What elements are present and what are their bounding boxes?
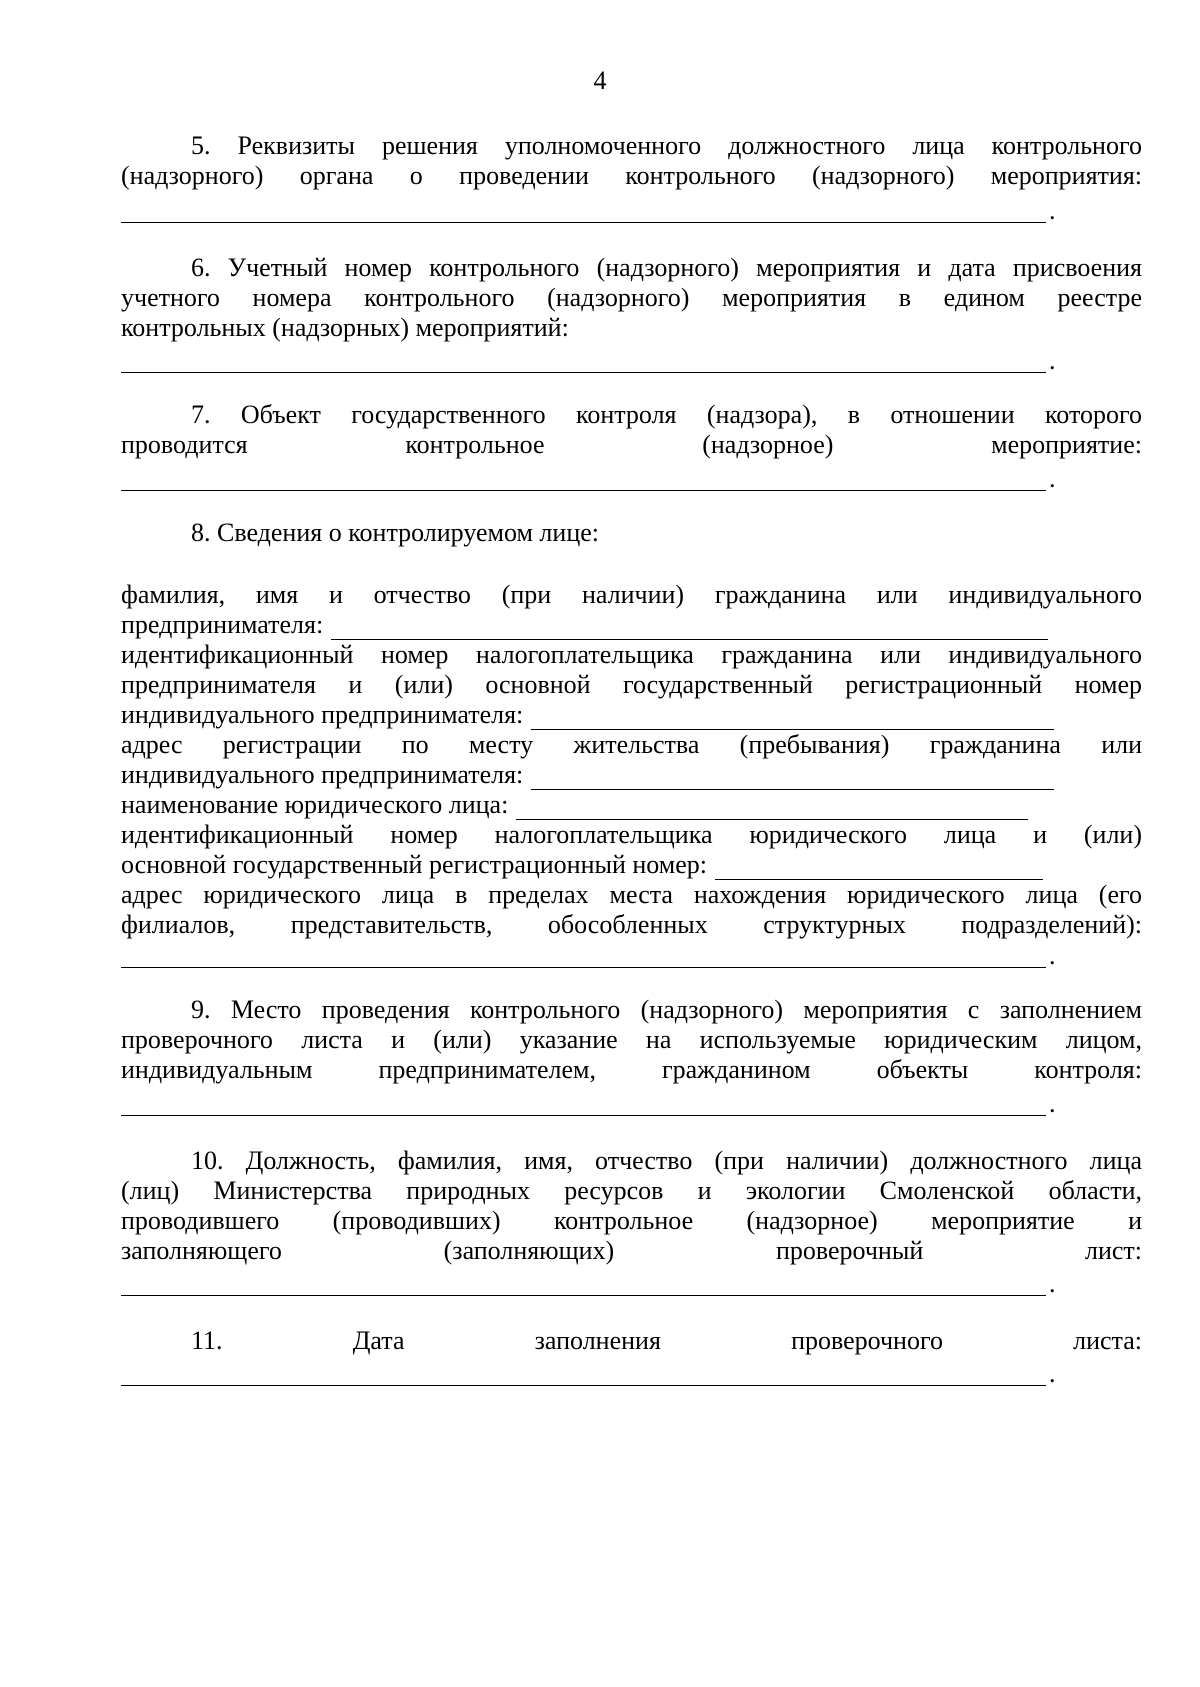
section-10-line-4 <box>121 1236 1142 1266</box>
section-7-word-3: (надзорное) <box>702 430 834 459</box>
field-fio-line-1: фамилия, имя и отчество (при наличии) гражданина или индивидуального <box>121 580 1142 609</box>
section-11-fill-line[interactable] <box>121 1356 1056 1386</box>
section-9-line-3: индивидуальным предпринимателем, гражданином объекты контроля: <box>121 1055 1142 1084</box>
field-inn-input[interactable] <box>531 707 1054 730</box>
section-6-line-3: контрольных (надзорных) мероприятий: <box>121 313 569 342</box>
field-address-line-1: адрес регистрации по месту жительства (пребывания) гражданина или <box>121 730 1142 759</box>
section-8-title: 8. Сведения о контролируемом лице: <box>191 518 600 547</box>
field-legal-name-label: наименование юридического лица: <box>121 790 509 819</box>
section-9-fill-line[interactable] <box>121 1086 1056 1116</box>
section-7-fill-line[interactable] <box>121 461 1056 491</box>
field-address-input[interactable] <box>531 767 1054 790</box>
section-8 <box>121 518 1142 548</box>
field-inn-line-1: идентификационный номер налогоплательщика гражданина или индивидуального <box>121 640 1142 669</box>
section-10-word-1: заполняющего <box>121 1236 282 1265</box>
field-legal-inn-input[interactable] <box>715 857 1043 880</box>
field-address-row <box>121 760 1054 790</box>
section-10-line-3: проводившего (проводивших) контрольное (надзорное) мероприятие и <box>121 1206 1142 1235</box>
section-9-line-2: проверочного листа и (или) указание на используемые юридическим лицом, <box>121 1025 1142 1054</box>
section-10-period: . <box>1049 1269 1056 1298</box>
section-7-word-2: контрольное <box>405 430 545 459</box>
section-7-word-1: проводится <box>121 430 248 459</box>
field-legal-inn-line-1: идентификационный номер налогоплательщика юридического лица и (или) <box>121 820 1142 849</box>
section-10-word-4: лист: <box>1084 1236 1142 1265</box>
section-8-period: . <box>1049 941 1056 970</box>
section-7-line-1: 7. Объект государственного контроля (надзора), в отношении которого <box>191 400 1142 429</box>
section-8-fields <box>121 580 1142 940</box>
field-legal-inn-row <box>121 850 1043 880</box>
section-6-fill-line[interactable] <box>121 343 1056 373</box>
section-11-word-2: Дата <box>352 1326 405 1355</box>
section-11-line-1 <box>121 1326 1142 1356</box>
section-7-line-2 <box>121 430 1142 460</box>
section-6 <box>121 253 1142 343</box>
section-10 <box>121 1146 1142 1266</box>
section-7-period: . <box>1049 464 1056 493</box>
section-10-line-2: (лиц) Министерства природных ресурсов и экологии Смоленской области, <box>121 1176 1142 1205</box>
field-legal-inn-label: основной государственный регистрационный номер: <box>121 850 708 879</box>
field-legal-address-line-2: филиалов, представительств, обособленных структурных подразделений): <box>121 910 1142 939</box>
section-11-word-4: проверочного <box>791 1326 943 1355</box>
section-9-period: . <box>1049 1089 1056 1118</box>
section-7-word-4: мероприятие: <box>991 430 1142 459</box>
section-8-fill-line[interactable] <box>121 938 1056 968</box>
field-fio-row <box>121 610 1048 640</box>
page-number: 4 <box>593 66 607 95</box>
section-10-word-2: (заполняющих) <box>443 1236 615 1265</box>
section-5-line-1: 5. Реквизиты решения уполномоченного должностного лица контрольного <box>191 131 1142 160</box>
section-11-word-1: 11. <box>191 1326 223 1355</box>
section-9-line-1: 9. Место проведения контрольного (надзорного) мероприятия с заполнением <box>191 995 1142 1024</box>
section-10-line-1: 10. Должность, фамилия, имя, отчество (при наличии) должностного лица <box>191 1146 1142 1175</box>
section-9 <box>121 995 1142 1085</box>
field-fio-input[interactable] <box>331 617 1048 640</box>
field-legal-name-row <box>121 790 1028 820</box>
section-5-line-2: (надзорного) органа о проведении контрольного (надзорного) мероприятия: <box>121 161 1142 190</box>
field-inn-line-2: предпринимателя и (или) основной государственный регистрационный номер <box>121 670 1142 699</box>
field-legal-name-input[interactable] <box>516 797 1028 820</box>
section-11-word-3: заполнения <box>534 1326 661 1355</box>
section-6-line-2: учетного номера контрольного (надзорного) мероприятия в едином реестре <box>121 283 1142 312</box>
field-legal-address-line-1: адрес юридического лица в пределах места нахождения юридического лица (его <box>121 880 1142 909</box>
section-7 <box>121 400 1142 460</box>
field-inn-row <box>121 700 1054 730</box>
section-10-word-3: проверочный <box>775 1236 924 1265</box>
section-11-period: . <box>1049 1359 1056 1388</box>
section-11-word-5: листа: <box>1073 1326 1142 1355</box>
field-inn-label: индивидуального предпринимателя: <box>121 700 524 729</box>
field-address-label: индивидуального предпринимателя: <box>121 760 524 789</box>
field-fio-label: предпринимателя: <box>121 610 324 639</box>
section-11 <box>121 1326 1142 1356</box>
section-5-fill-line[interactable] <box>121 193 1056 223</box>
section-6-line-1: 6. Учетный номер контрольного (надзорного) мероприятия и дата присвоения <box>191 253 1142 282</box>
section-5 <box>121 131 1142 191</box>
section-10-fill-line[interactable] <box>121 1266 1056 1296</box>
section-5-period: . <box>1049 196 1056 225</box>
section-6-period: . <box>1049 346 1056 375</box>
